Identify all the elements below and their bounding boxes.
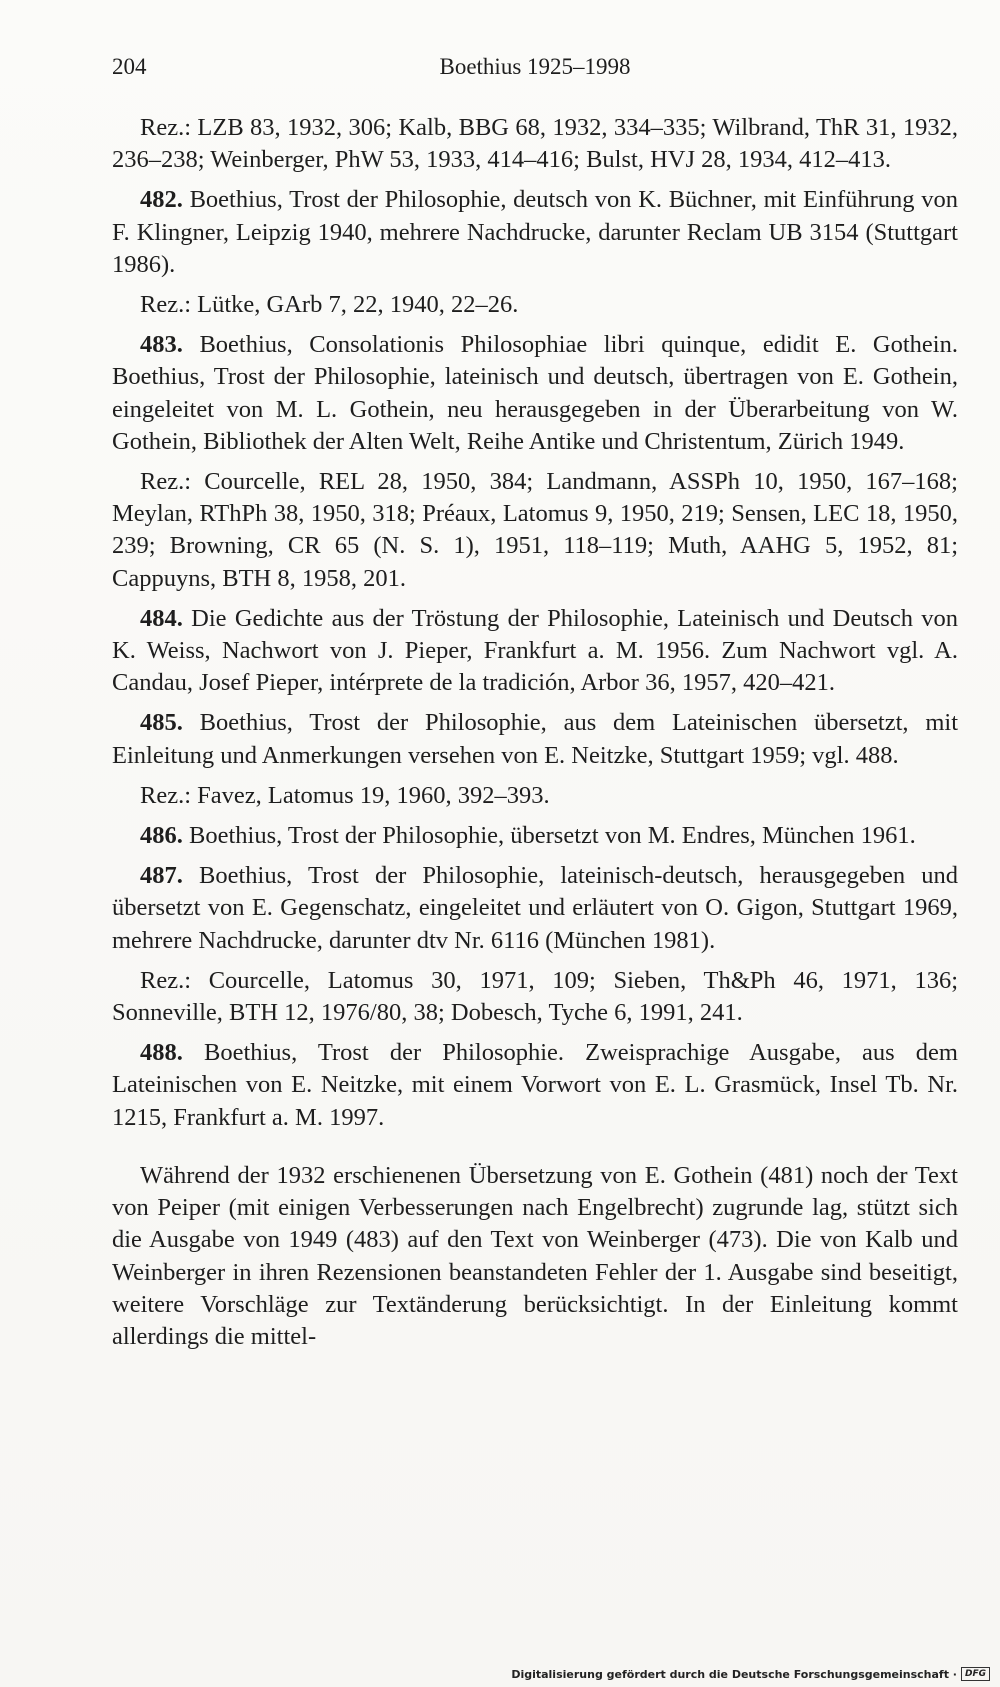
entry-text: Boethius, Consolationis Philosophiae libri quinque, edidit E. Gothein. Boethius, Trost der Philosophie, lateinisch und deutsch, übertragen von E. Gothein, eingeleitet von M. L. Gothein, neu herausgegeben in der Überarbeitung von W. Gothein, Bibliothek der Alten Welt, Reihe Antike und Christentum, Zürich 1949. [112, 331, 958, 455]
entry-text: Boethius, Trost der Philosophie, deutsch von K. Büchner, mit Einführung von F. Klingner, Leipzig 1940, mehrere Nachdrucke, darunter Reclam UB 3154 (Stuttgart 1986). [112, 186, 958, 278]
bibliography-entry [112, 184, 958, 281]
bibliography-entry [112, 329, 958, 458]
review-list: Rez.: Favez, Latomus 19, 1960, 392–393. [140, 781, 550, 809]
review-list: Rez.: Lütke, GArb 7, 22, 1940, 22–26. [140, 291, 519, 319]
dfg-logo: DFG [961, 1667, 990, 1681]
review-list: Rez.: Courcelle, REL 28, 1950, 384; Landmann, ASSPh 10, 1950, 167–168; Meylan, RThPh 38, 1950, 318; Préaux, Latomus 9, 1950, 219; Sensen, LEC 18, 1950, 239; Browning, CR 65 (N. S. 1), 1951, 118–119; Muth, AAHG 5, 1952, 81; Cappuyns, BTH 8, 1958, 201. [112, 468, 958, 592]
entry-number: 488. [140, 1039, 183, 1067]
entry-text: Boethius, Trost der Philosophie, aus dem Lateinischen übersetzt, mit Einleitung und Anmerkungen versehen von E. Neitzke, Stuttgart 1959; vgl. 488. [112, 709, 958, 769]
bibliography-entry [112, 1037, 958, 1134]
bibliography-entry [112, 603, 958, 700]
entry-number: 483. [140, 331, 183, 359]
page-number: 204 [112, 54, 147, 79]
bibliography-entry [112, 860, 958, 957]
entry-number: 482. [140, 186, 183, 214]
page-header [112, 54, 958, 90]
entry-number: 484. [140, 604, 183, 632]
entry-number: 485. [140, 709, 183, 737]
entry-text: Die Gedichte aus der Tröstung der Philosophie, Lateinisch und Deutsch von K. Weiss, Nachwort von J. Pieper, Frankfurt a. M. 1956. Zum Nachwort vgl. A. Candau, Josef Pieper, intérprete de la tradición, Arbor 36, 1957, 420–421. [112, 604, 958, 697]
entry-text: Boethius, Trost der Philosophie, übersetzt von M. Endres, München 1961. [182, 822, 916, 850]
body-paragraph: Während der 1932 erschienenen Übersetzung von E. Gothein (481) noch der Text von Peiper (mit einigen Verbesserungen nach Engelbrecht) zugrunde lag, stützt sich die Ausgabe von 1949 (483) auf den Text von Weinberger (473). Die von Kalb und Weinberger in ihren Rezensionen beanstandeten Fehler der 1. Ausgabe sind beseitigt, weitere Vorschläge zur Textänderung berücksichtigt. In der Einleitung kommt allerdings die mittel- [112, 1161, 958, 1350]
digitization-footer [511, 1667, 990, 1681]
bibliography-entry [112, 707, 958, 771]
running-head: Boethius 1925–1998 [439, 54, 631, 79]
entry-number: 487. [140, 862, 183, 890]
page-body [112, 112, 958, 1353]
review-list: Rez.: Courcelle, Latomus 30, 1971, 109; Sieben, Th&Ph 46, 1971, 136; Sonneville, BTH 12, 1976/80, 38; Dobesch, Tyche 6, 1991, 241. [112, 966, 958, 1027]
entry-text: Boethius, Trost der Philosophie. Zweisprachige Ausgabe, aus dem Lateinischen von E. Neitzke, mit einem Vorwort von E. L. Grasmück, Insel Tb. Nr. 1215, Frankfurt a. M. 1997. [112, 1039, 958, 1131]
entry-number: 486. [140, 822, 183, 850]
footer-text: Digitalisierung gefördert durch die Deutsche Forschungsgemeinschaft · [511, 1667, 957, 1681]
bibliography-entry [112, 820, 958, 852]
review-list: Rez.: LZB 83, 1932, 306; Kalb, BBG 68, 1932, 334–335; Wilbrand, ThR 31, 1932, 236–238; Weinberger, PhW 53, 1933, 414–416; Bulst, HVJ 28, 1934, 412–413. [112, 114, 958, 174]
entry-text: Boethius, Trost der Philosophie, lateinisch-deutsch, herausgegeben und übersetzt von E. Gegenschatz, eingeleitet und erläutert von O. Gigon, Stuttgart 1969, mehrere Nachdrucke, darunter dtv Nr. 6116 (München 1981). [112, 862, 958, 954]
